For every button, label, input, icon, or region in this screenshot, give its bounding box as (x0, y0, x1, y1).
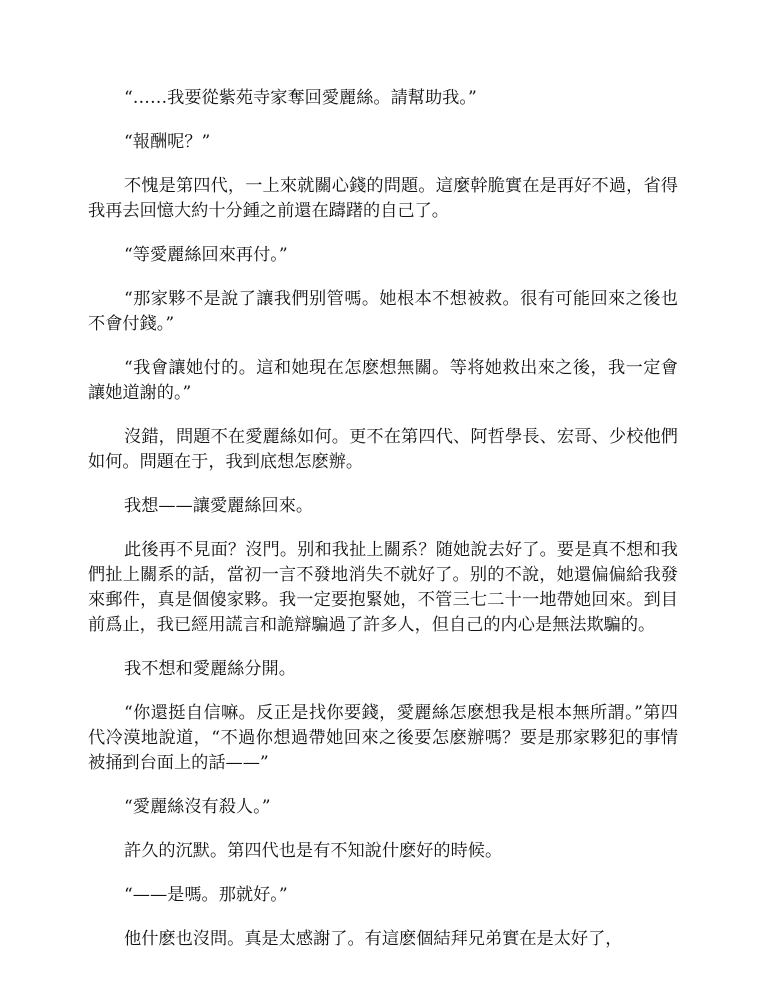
paragraph-13: 許久的沉默。第四代也是有不知說什麽好的時候。 (124, 841, 503, 861)
paragraph-9: 此後再不見面？沒門。别和我扯上關系？随她說去好了。要是真不想和我們扯上關系的話，當初一言不發地消失不就好了。别的不說，她還偏偏給我發來郵件，真是個傻家夥。我一定要抱緊她，不管三七二十一地帶她回來。到目前爲止，我已經用謊言和詭辯騙過了許多人，但自己的内心是無法欺騙的。 (88, 540, 678, 635)
document-page (88, 86, 678, 971)
paragraph-1: “……我要從紫苑寺家奪回愛麗絲。請幫助我。” (124, 88, 477, 108)
paragraph-5: “那家夥不是說了讓我們别管嗎。她根本不想被救。很有可能回來之後也不會付錢。” (88, 289, 678, 334)
paragraph-10: 我不想和愛麗絲分開。 (124, 659, 296, 679)
paragraph-15: 他什麽也沒問。真是太感謝了。有這麽個結拜兄弟實在是太好了， (124, 929, 623, 949)
paragraph-6: “我會讓她付的。這和她現在怎麽想無關。等将她救出來之後，我一定會讓她道謝的。” (88, 358, 678, 403)
paragraph-7: 沒錯，問題不在愛麗絲如何。更不在第四代、阿哲學長、宏哥、少校他們如何。問題在于，我到底想怎麽辦。 (88, 427, 678, 472)
paragraph-4: “等愛麗絲回來再付。” (124, 245, 288, 265)
paragraph-14: “——是嗎。那就好。” (124, 885, 288, 905)
paragraph-2: “報酬呢？” (124, 132, 211, 152)
paragraph-12: “愛麗絲沒有殺人。” (124, 797, 271, 817)
paragraph-11: “你還挺自信嘛。反正是找你要錢，愛麗絲怎麽想我是根本無所謂。”第四代冷漠地說道，“不過你想過帶她回來之後要怎麽辦嗎？要是那家夥犯的事情被捅到台面上的話——” (88, 703, 678, 773)
paragraph-8: 我想——讓愛麗絲回來。 (124, 496, 314, 516)
paragraph-3: 不愧是第四代，一上來就關心錢的問題。這麼幹脆實在是再好不過，省得我再去回憶大約十分鍾之前還在躊躇的自己了。 (88, 176, 678, 221)
